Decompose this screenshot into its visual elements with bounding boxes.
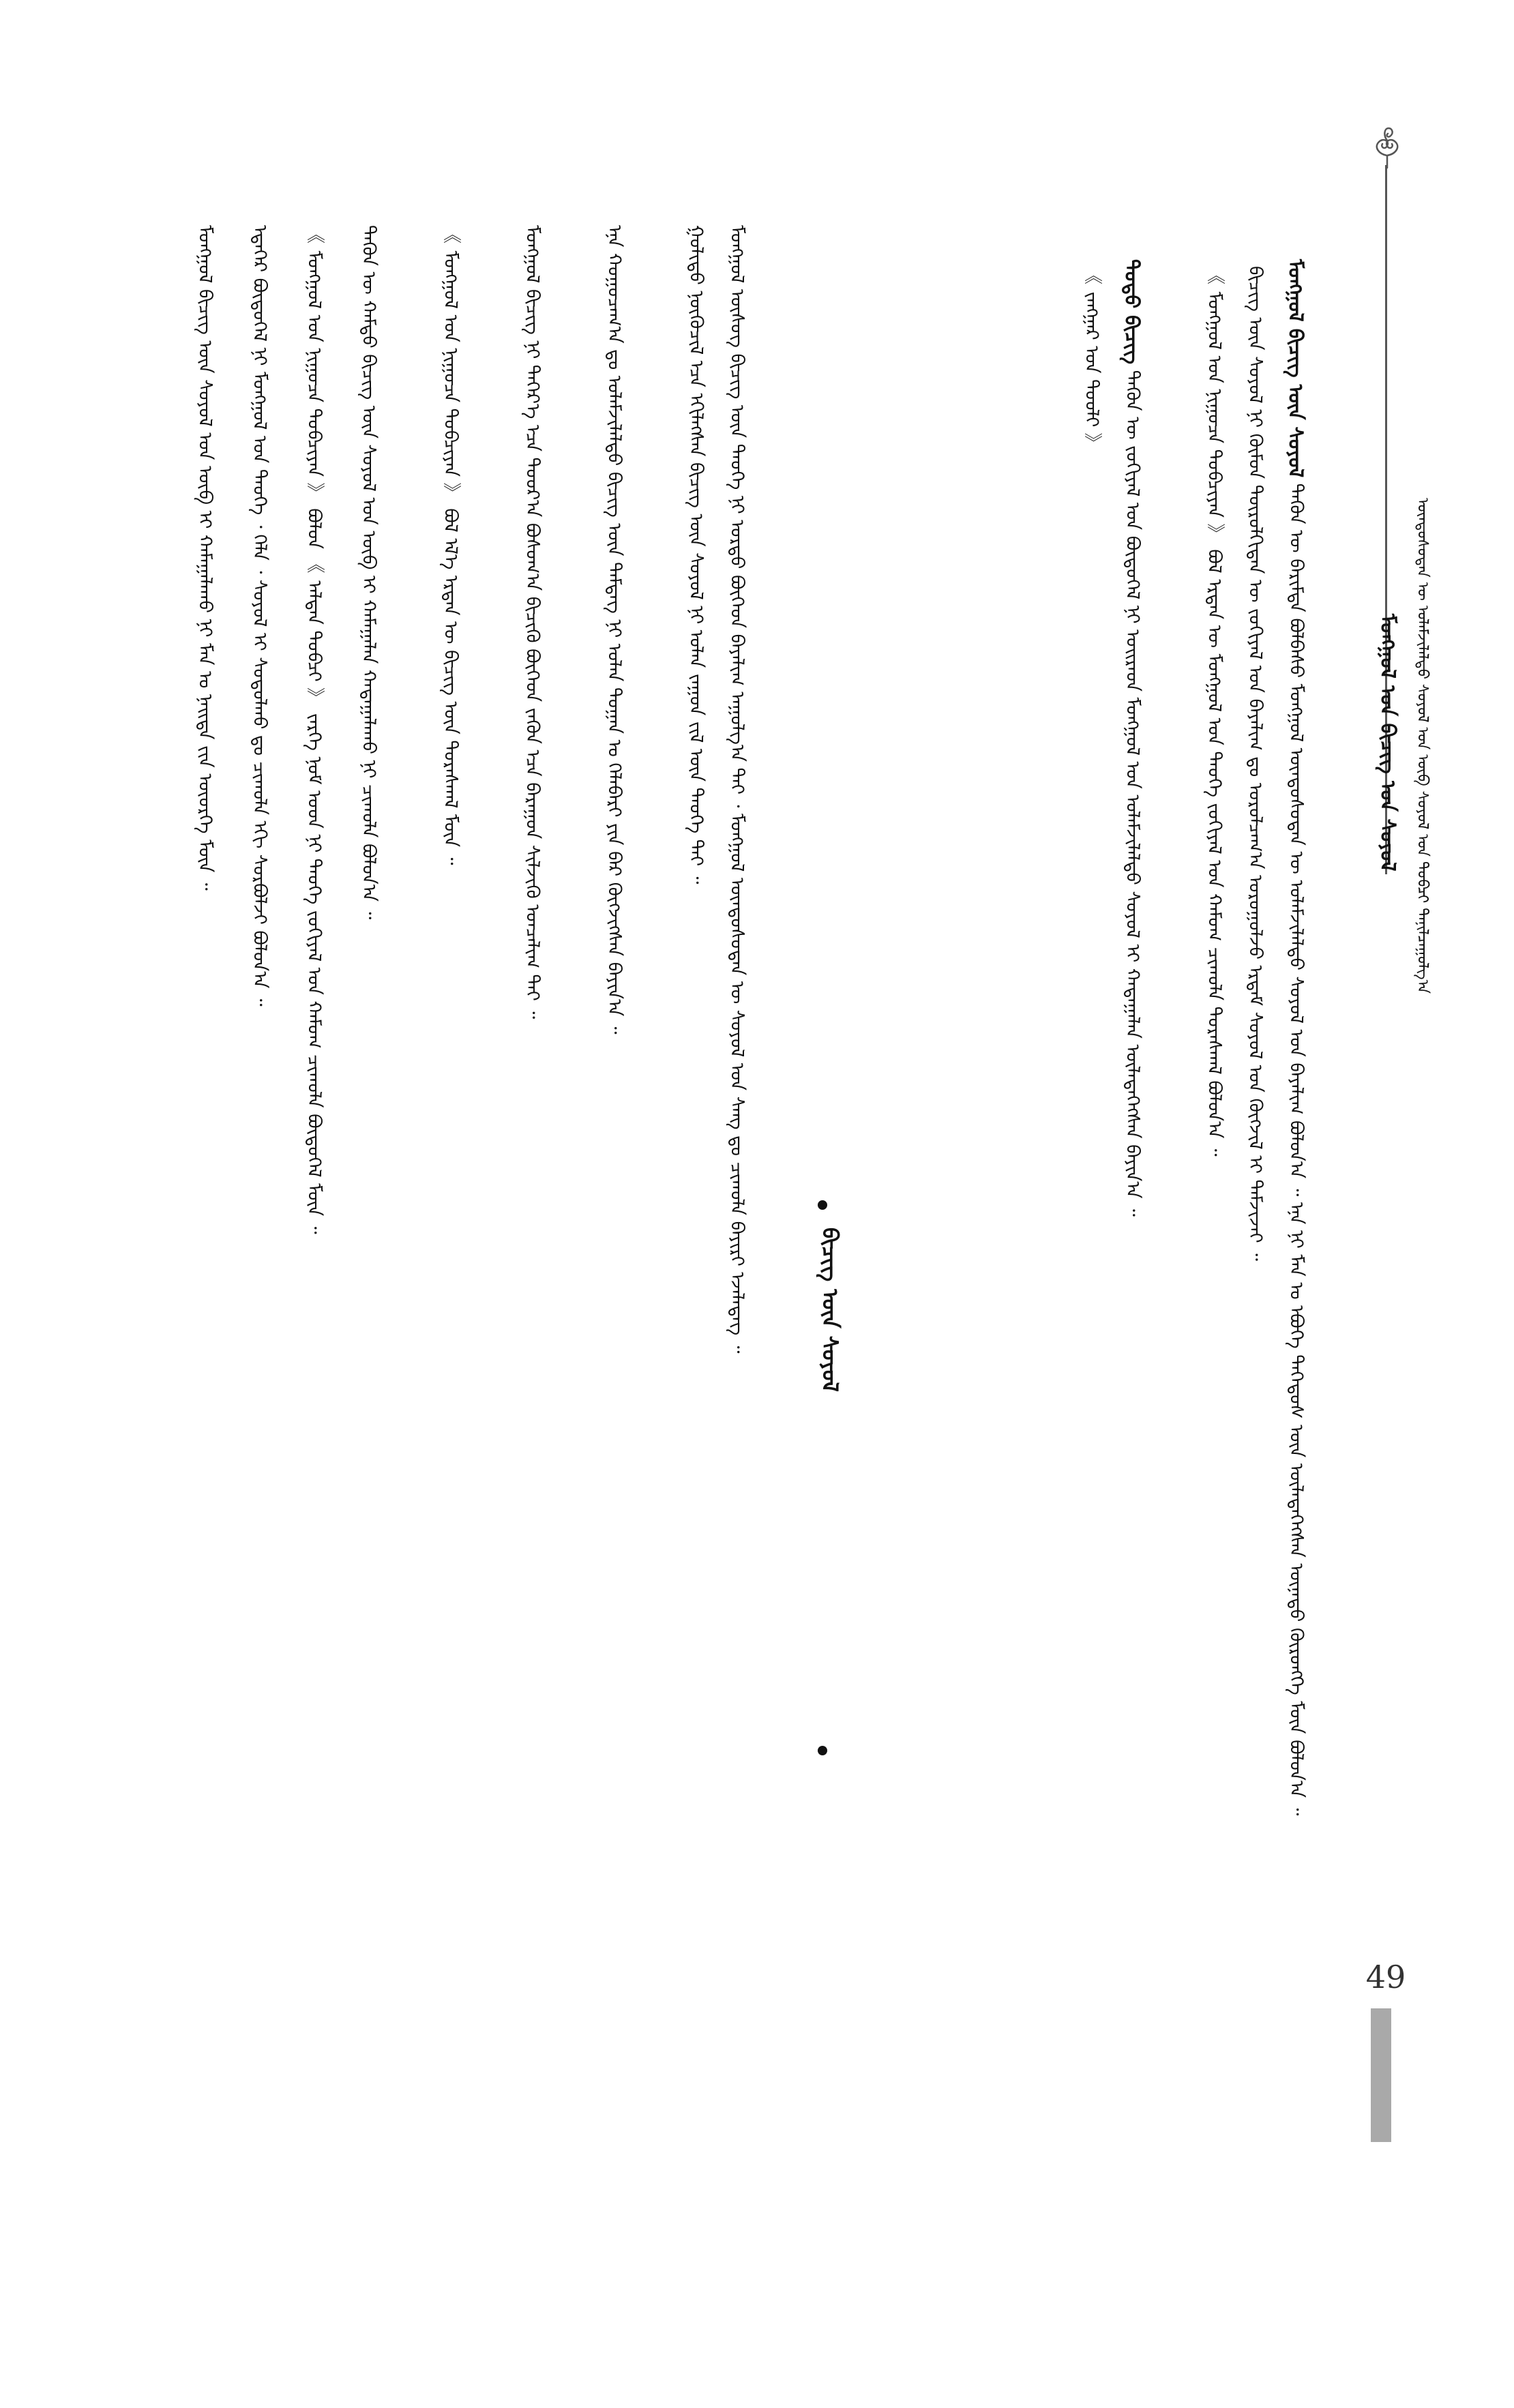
bullet-icon <box>818 1746 827 1755</box>
paragraph-1-text-1: ᠲᠡᠭᠦᠨ ᠦ ᠪᠠᠷᠢᠮᠲᠠ ᠪᠣᠯᠪᠠᠰᠤ ᠮᠣᠩᠭᠣᠯ ᠦᠨᠳᠦᠰᠦᠲᠡᠨ ᠦ ᠤᠯᠠᠮᠵᠢᠯᠠᠯᠲᠤ ᠰᠣᠶᠣᠯ ᠤᠨ ᠪᠠᠶᠠᠯᠢᠭ ᠪᠣᠯᠤᠨ᠎ᠠ ᠃ ᠡᠨᠡ ᠨᠢ ᠮᠠᠨ ᠤ ᠡᠪᠦᠭᠡ ᠳᠡᠭᠡᠳᠦᠰ ᠦᠨ ᠦᠯᠡᠳᠡᠭᠡᠭᠰᠡᠨ ᠦᠨᠡᠲᠦ ᠬᠥᠷᠦᠩᠭᠡ ᠮᠥᠨ ᠪᠣᠯᠤᠨ᠎ᠠ ᠃ <box>1286 483 1307 1816</box>
paragraph-2-lead: ᠲᠣᠳᠣ ᠪᠢᠴᠢᠭ <box>1120 259 1144 365</box>
section-heading <box>808 1200 842 1759</box>
section-title: ᠪᠢᠴᠢᠭ ᠦᠨ ᠰᠣᠶᠣᠯ <box>817 1228 843 1392</box>
paragraph-2-line-2: 《 ᠵᠠᠩᠭᠠᠷ ᠤᠨ ᠲᠤᠤᠯᠢ 》 <box>1081 266 1102 452</box>
bullet-icon <box>818 1200 827 1210</box>
paragraph-2-line-1 <box>1118 259 1146 2401</box>
paragraph-1-line-3: 《 ᠮᠣᠩᠭᠣᠯ ᠤᠨ ᠨᠢᠭᠤᠴᠠ ᠲᠣᠪᠴᠢᠶᠠᠨ 》 ᠪᠣᠯ ᠡᠷᠲᠡᠨ ᠦ ᠮᠣᠩᠭᠣᠯ ᠤᠨ ᠲᠡᠦᠬᠡ ᠵᠣᠬᠢᠶᠠᠯ ᠤᠨ ᠬᠠᠮᠤᠭ ᠴᠢᠬᠤᠯᠠ ᠳᠤᠷᠠᠰᠬᠠᠯ ᠪᠣᠯᠤᠨ᠎ᠠ ᠃ <box>1204 266 1225 1157</box>
paragraph-2-text-1: ᠲᠡᠭᠦᠨ ᠦ ᠵᠣᠬᠢᠶᠠᠯ ᠤᠨ ᠪᠦᠲᠦᠭᠡᠯ ᠨᠢ ᠣᠢᠷᠠᠳ ᠮᠣᠩᠭᠣᠯ ᠤᠨ ᠤᠯᠠᠮᠵᠢᠯᠠᠯᠲᠤ ᠰᠣᠶᠣᠯ ᠢ ᠬᠠᠳᠠᠭᠠᠯᠠᠨ ᠦᠯᠡᠳᠡᠭᠡᠭᠰᠡᠨ ᠪᠠᠶᠢᠨ᠎ᠠ ᠃ <box>1122 370 1143 1217</box>
running-header <box>1367 123 1408 1200</box>
paragraph-1-lead: ᠮᠣᠩᠭᠣᠯ ᠪᠢᠴᠢᠭ ᠦᠨ ᠰᠣᠶᠣᠯ <box>1284 259 1307 478</box>
page-number: 49 <box>1365 1959 1406 1995</box>
section-line-5: 《 ᠮᠣᠩᠭᠣᠯ ᠤᠨ ᠨᠢᠭᠤᠴᠠ ᠲᠣᠪᠴᠢᠶᠠᠨ 》 ᠪᠣᠯ ᠡᠯ᠎ᠡ ᠡᠷᠲᠡᠨ ᠦ ᠪᠢᠴᠢᠭ ᠦᠨ ᠳᠤᠷᠠᠰᠬᠠᠯ ᠮᠥᠨ ᠃ <box>440 225 461 865</box>
section-line-4: ᠮᠣᠩᠭᠣᠯ ᠪᠢᠴᠢᠭ ᠨᠢ ᠳᠡᠭᠡᠷ᠎ᠡ ᠡᠴᠡ ᠳᠣᠣᠷ᠎ᠠ ᠪᠣᠰᠣᠭ᠎ᠠ ᠪᠢᠴᠢᠬᠦ ᠪᠥᠭᠡᠳ ᠵᠡᠭᠦᠨ ᠡᠴᠡ ᠪᠠᠷᠠᠭᠤᠨ ᠰᠢᠯᠵᠢᠬᠦ ᠣᠨᠴᠠᠯᠢᠭ ᠲᠠᠢ ᠃ <box>522 225 543 1020</box>
ornament-icon <box>1367 123 1408 170</box>
header-subtitle: ᠦᠨᠳᠦᠰᠦᠲᠡᠨ ᠦ ᠤᠯᠠᠮᠵᠢᠯᠠᠯᠲᠤ ᠰᠤᠶᠤᠯ ᠤᠨ ᠥᠪ ᠰᠣᠶᠣᠯ ᠤᠨ ᠲᠣᠪᠴᠢ ᠲᠠᠨᠢᠯᠴᠠᠭᠤᠯᠭ᠎ᠠ <box>1414 498 1431 994</box>
section-line-9: ᠮᠣᠩᠭᠣᠯ ᠪᠢᠴᠢᠭ ᠦᠨ ᠰᠣᠶᠣᠯ ᠤᠨ ᠥᠪ ᠢ ᠬᠠᠮᠠᠭᠠᠯᠠᠬᠤ ᠨᠢ ᠮᠠᠨ ᠤ ᠨᠡᠢᠲᠡ ᠵᠢᠨ ᠦᠦᠷᠭᠡ ᠮᠥᠨ ᠃ <box>194 225 216 891</box>
section-line-6: ᠲᠡᠭᠦᠨ ᠦ ᠬᠠᠮᠲᠤ ᠪᠢᠴᠢᠭ ᠦᠨ ᠰᠣᠶᠣᠯ ᠤᠨ ᠥᠪ ᠢ ᠬᠠᠮᠠᠭᠠᠯᠠᠨ ᠬᠠᠳᠠᠭᠠᠯᠠᠬᠤ ᠨᠢ ᠴᠢᠬᠤᠯᠠ ᠪᠣᠯᠤᠨ᠎ᠠ ᠃ <box>358 225 379 920</box>
section-line-8: ᠡᠳᠡᠭᠡᠷ ᠪᠦᠲᠦᠭᠡᠯ ᠨᠢ ᠮᠣᠩᠭᠣᠯ ᠤᠨ ᠲᠡᠦᠬᠡ ᠂ ᠬᠡᠯᠡ ᠂ ᠰᠣᠶᠣᠯ ᠢ ᠰᠤᠳᠤᠯᠬᠤ ᠳᠤ ᠴᠢᠬᠤᠯᠠ ᠡᠬᠢ ᠰᠤᠷᠪᠤᠯᠵᠢ ᠪᠣᠯᠤᠨ᠎ᠠ ᠃ <box>249 225 270 1007</box>
section-line-7: 《 ᠮᠣᠩᠭᠣᠯ ᠤᠨ ᠨᠢᠭᠤᠴᠠ ᠲᠣᠪᠴᠢᠶᠠᠨ 》 ᠪᠣᠯᠤᠨ 《 ᠠᠯᠲᠠᠨ ᠲᠣᠪᠴᠢ 》 ᠵᠡᠷᠭᠡ ᠨᠣᠮ ᠤᠳ ᠨᠢ ᠲᠡᠦᠬᠡ ᠵᠣᠬᠢᠶᠠᠯ ᠤᠨ ᠬᠠᠮᠤᠭ ᠴᠢᠬᠤᠯᠠ ᠪᠦᠲᠦᠭᠡᠯ ᠮᠥᠨ ᠃ <box>303 225 325 1234</box>
section-line-1: ᠮᠣᠩᠭᠣᠯ ᠦᠰᠦᠭ ᠪᠢᠴᠢᠭ ᠦᠨ ᠲᠡᠦᠬᠡ ᠨᠢ ᠤᠷᠲᠤ ᠪᠥᠭᠡᠳ ᠪᠠᠶᠠᠯᠢᠭ ᠠᠭᠤᠯᠭ᠎ᠠ ᠲᠠᠢ ᠂ ᠮᠣᠩᠭᠣᠯ ᠦᠨᠳᠦᠰᠦᠲᠡᠨ ᠦ ᠰᠣᠶᠣᠯ ᠤᠨ ᠰᠠᠩ ᠳᠤ ᠴᠢᠬᠤᠯᠠ ᠪᠠᠶᠢᠷᠢ ᠡᠵᠡᠯᠡᠳᠡᠭ ᠃ <box>726 225 747 1354</box>
section-line-3: ᠡᠨᠡ ᠬᠤᠭᠤᠴᠠᠭ᠎ᠠ ᠳᠤ ᠤᠯᠠᠮᠵᠢᠯᠠᠯᠲᠤ ᠪᠢᠴᠢᠭ ᠦᠨ ᠲᠡᠮᠳᠡᠭ ᠨᠢ ᠣᠯᠠᠨ ᠲᠣᠭᠠᠨ ᠤ ᠬᠡᠯᠡᠪᠡᠷᠢ ᠶᠢᠨ ᠪᠠᠷ ᠬᠥᠭᠵᠢᠭᠰᠡᠨ ᠪᠠᠶᠢᠨ᠎ᠠ ᠃ <box>604 225 625 1035</box>
header-title: ᠮᠣᠩᠭᠣᠯ ᠤᠨ ᠪᠢᠴᠢᠭ ᠤᠨ ᠰᠤᠶᠤᠯ <box>1376 614 1399 872</box>
paragraph-1-line-1 <box>1282 259 1309 2401</box>
paragraph-1-line-2: ᠪᠢᠴᠢᠭ ᠦᠨ ᠰᠣᠶᠣᠯ ᠨᠢ ᠬᠦᠮᠦᠨ ᠲᠥᠷᠥᠯᠬᠢᠲᠡᠨ ᠦ ᠵᠣᠬᠢᠶᠠᠯ ᠤᠨ ᠪᠠᠶᠠᠯᠢᠭ ᠳᠤ ᠣᠷᠤᠯᠴᠠᠭ᠎ᠠ ᠣᠷᠣᠭᠤᠯᠵᠤ ᠡᠷᠳᠡᠮ ᠰᠣᠶᠣᠯ ᠤᠨ ᠬᠥᠭᠵᠢᠯ ᠢ ᠳᠡᠮᠵᠢᠵᠡᠢ ᠃ <box>1245 266 1266 1261</box>
section-line-2: ᠭᠤᠯᠢᠳᠤ ᠨᠦᠭᠦᠴᠢᠯ ᠡᠴᠡ ᠡᠬᠢᠯᠡᠭᠰᠡᠨ ᠪᠢᠴᠢᠭ ᠦᠨ ᠰᠣᠶᠣᠯ ᠨᠢ ᠣᠯᠠᠨ ᠵᠠᠭᠤᠨ ᠵᠢᠯ ᠦᠨ ᠲᠡᠦᠬᠡ ᠲᠠᠢ ᠃ <box>685 225 707 885</box>
page-edge-tab <box>1371 2008 1391 2142</box>
